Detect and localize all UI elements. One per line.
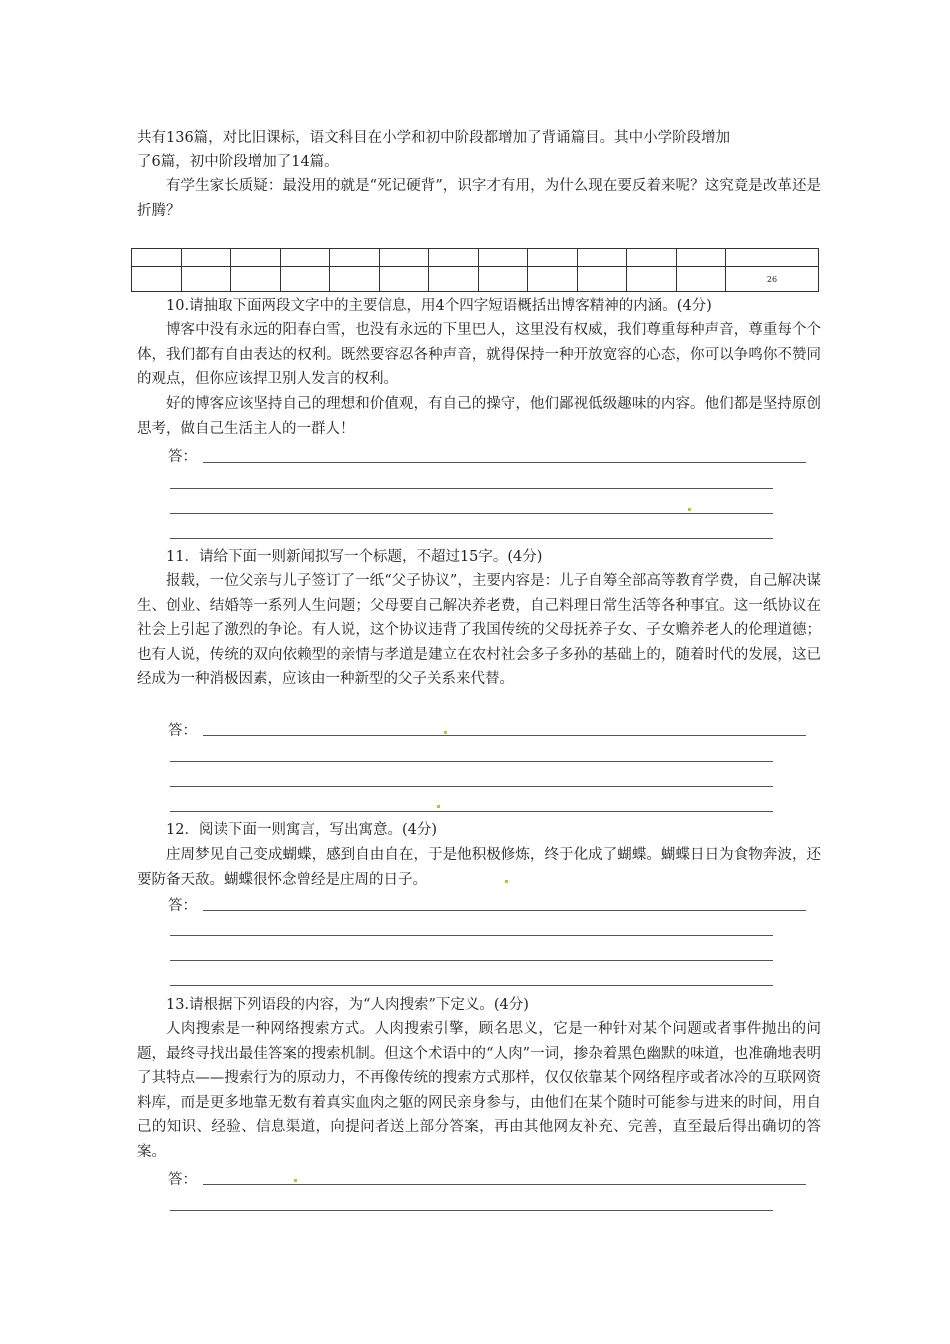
- q10-answer-line-2[interactable]: [170, 488, 773, 489]
- q10-title: 10.请抽取下面两段文字中的主要信息，用4个四字短语概括出博客精神的内涵。(4分): [166, 298, 712, 314]
- q12-answer-line-3[interactable]: [170, 960, 773, 961]
- q11-answer-label: 答：: [168, 723, 197, 739]
- q12-answer-line-2[interactable]: [170, 935, 773, 936]
- q10-answer-line-1[interactable]: [203, 462, 806, 463]
- q13-paragraph-1: 人肉搜索是一种网络搜索方式。人肉搜索引擎，顾名思义，它是一种针对某个问题或者事件抛出的问题，最终寻找出最佳答案的搜索机制。但这个术语中的“人肉”一词，掺杂着黑色幽默的味道，也准确地表明了其特点——搜索行为的原动力，不再像传统的搜索方式那样，仅仅依靠某个网络程序或者冰冷的互联网资料库，而是更多地靠无数有着真实血肉之躯的网民亲身参与，由他们在某个随时可能参与进来的时间，用自己的知识、经验、信息渠道，向提问者送上部分答案，再由其他网友补充、完善，直至最后得出确切的答案。: [137, 1021, 821, 1160]
- q11-answer-line-2[interactable]: [170, 761, 773, 762]
- q12-paragraph-1: 庄周梦见自己变成蝴蝶，感到自由自在，于是他积极修炼，终于化成了蝴蝶。蝴蝶日日为食物奔波，还要防备天敌。蝴蝶很怀念曾经是庄周的日子。: [137, 847, 821, 888]
- q12-title: 12．阅读下面一则寓言，写出寓意。(4分): [166, 822, 437, 838]
- speck-mark: [444, 731, 447, 734]
- q11-answer-line-3[interactable]: [170, 786, 773, 787]
- q12-answer-label: 答：: [168, 898, 197, 914]
- q10-answer-line-3[interactable]: [170, 513, 773, 514]
- q11-answer-line-1[interactable]: [203, 735, 806, 736]
- q12-answer-line-4[interactable]: [170, 985, 773, 986]
- speck-mark: [437, 805, 440, 808]
- intro-paragraph-2: 有学生家长质疑：最没用的就是“死记硬背”，识字才有用，为什么现在要反着来呢？这究竟是改革还是折腾？: [137, 178, 821, 219]
- grid-counter: 26: [726, 267, 819, 292]
- q10-answer-line-4[interactable]: [170, 538, 773, 539]
- speck-mark: [505, 880, 508, 883]
- intro-line-1: 共有136篇，对比旧课标，语文科目在小学和初中阶段都增加了背诵篇目。其中小学阶段增加: [137, 130, 731, 146]
- q11-paragraph-1: 报载，一位父亲与儿子签订了一纸“父子协议”，主要内容是：儿子自筹全部高等教育学费，自己解决谋生、创业、结婚等一系列人生问题；父母要自己解决养老费，自己料理日常生活等各种事宜。这一纸协议在社会上引起了激烈的争论。有人说，这个协议违背了我国传统的父母抚养子女、子女赡养老人的伦理道德；也有人说，传统的双向依赖型的亲情与孝道是建立在农村社会多子多孙的基础上的，随着时代的发展，这已经成为一种消极因素，应该由一种新型的父子关系来代替。: [137, 573, 821, 687]
- speck-mark: [294, 1179, 297, 1182]
- q10-paragraph-2: 好的博客应该坚持自己的理想和价值观，有自己的操守，他们鄙视低级趣味的内容。他们都是坚持原创思考，做自己生活主人的一群人！: [137, 396, 821, 437]
- speck-mark: [688, 508, 691, 511]
- q13-answer-label: 答：: [168, 1172, 197, 1188]
- q10-answer-label: 答：: [168, 449, 197, 465]
- intro-line-2: 了6篇，初中阶段增加了14篇。: [137, 154, 339, 170]
- q12-answer-line-1[interactable]: [203, 910, 806, 911]
- q13-title: 13.请根据下列语段的内容，为“人肉搜索”下定义。(4分): [166, 997, 529, 1013]
- q13-answer-line-1[interactable]: [203, 1184, 806, 1185]
- answer-grid: [131, 248, 819, 292]
- q11-answer-line-4[interactable]: [170, 811, 773, 812]
- q10-paragraph-1: 博客中没有永远的阳春白雪，也没有永远的下里巴人，这里没有权威，我们尊重每种声音，尊重每个个体，我们都有自由表达的权利。既然要容忍各种声音，就得保持一种开放宽容的心态，你可以争鸣你不赞同的观点，但你应该捍卫别人发言的权利。: [137, 322, 821, 387]
- q11-title: 11．请给下面一则新闻拟写一个标题，不超过15字。(4分): [166, 549, 543, 565]
- q13-answer-line-2[interactable]: [170, 1210, 773, 1211]
